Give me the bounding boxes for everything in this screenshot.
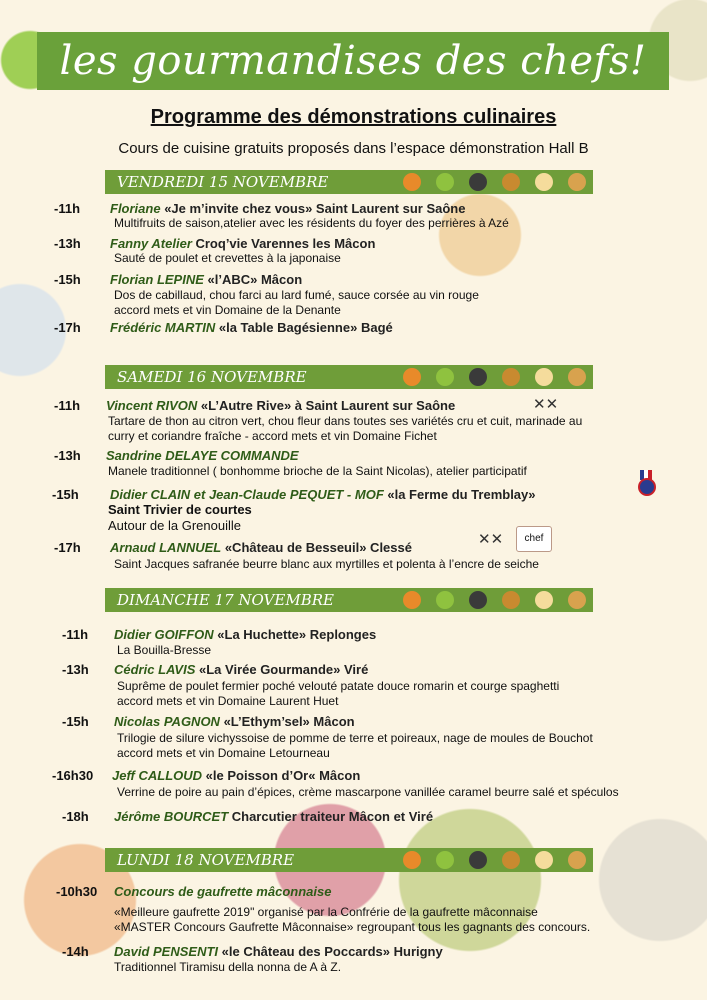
event-description: curry et coriandre fraîche - accord mets et vin Domaine Fichet — [108, 429, 437, 443]
day-label: SAMEDI 16 NOVEMBRE — [117, 368, 307, 386]
food-thumbnail-icon — [428, 588, 461, 612]
food-dot — [568, 368, 586, 386]
event-description: Saint Jacques safranée beurre blanc aux myrtilles et polenta à l’encre de seiche — [114, 557, 539, 571]
food-thumbnail-icon — [494, 848, 527, 872]
chef-name: Floriane — [110, 201, 161, 216]
food-thumbnail-icon — [461, 365, 494, 389]
event-description: Suprême de poulet fermier poché velouté patate douce romarin et courge spaghetti — [117, 679, 560, 693]
food-thumbnail-icon — [395, 588, 428, 612]
cutlery-icon: ✕✕ — [478, 531, 504, 548]
event-description: Manele traditionnel ( bonhomme brioche de la Saint Nicolas), atelier participatif — [108, 464, 527, 478]
event-description: accord mets et vin Domaine de la Denante — [114, 303, 341, 317]
day-band-saturday — [105, 365, 593, 389]
food-thumbnail-icon — [527, 848, 560, 872]
chef-name: Didier GOIFFON — [114, 627, 214, 642]
food-dot — [502, 368, 520, 386]
restaurant: «le Château des Poccards» Hurigny — [218, 944, 443, 959]
chef-name: Jérôme BOURCET — [114, 809, 229, 824]
cutlery-icon: ✕✕ — [533, 396, 559, 413]
event-description: Verrine de poire au pain d’épices, crème mascarpone vanillée caramel beurre salé et spéculos — [117, 785, 619, 799]
food-thumbnail-icon — [494, 365, 527, 389]
food-dot — [502, 591, 520, 609]
food-dot — [436, 368, 454, 386]
event-description: «Meilleure gaufrette 2019" organisé par la Confrérie de la gaufrette mâconnaise — [114, 905, 538, 919]
event-time: -15h — [62, 714, 89, 729]
event-time: -16h30 — [52, 768, 94, 783]
day-label: DIMANCHE 17 NOVEMBRE — [117, 591, 334, 609]
food-thumbnail-icon — [395, 365, 428, 389]
chef-name: Frédéric MARTIN — [110, 320, 216, 335]
food-dot — [469, 368, 487, 386]
chef-name: Concours de gaufrette mâconnaise — [114, 884, 332, 899]
food-thumbnail-icon — [461, 170, 494, 194]
event-time: -15h — [54, 272, 81, 287]
event-time: -11h — [54, 201, 81, 216]
chef-name: Florian LEPINE — [110, 272, 204, 287]
event-time: -15h — [52, 487, 79, 502]
food-dot — [436, 591, 454, 609]
food-dot — [469, 591, 487, 609]
restaurant: «le Poisson d’Or« Mâcon — [202, 768, 361, 783]
event-time: -18h — [62, 809, 89, 824]
day-label: VENDREDI 15 NOVEMBRE — [117, 173, 329, 191]
food-strip — [395, 588, 593, 612]
event-description: Autour de la Grenouille — [108, 518, 241, 533]
food-dot — [403, 851, 421, 869]
chef-hat-badge-icon: chef — [516, 526, 552, 552]
event-heading — [114, 944, 443, 959]
restaurant: «Château de Besseuil» Clessé — [221, 540, 412, 555]
medal-icon — [638, 470, 656, 496]
chef-name: Sandrine DELAYE COMMANDE — [106, 448, 299, 463]
event-description: accord mets et vin Domaine Laurent Huet — [117, 694, 339, 708]
event-heading — [114, 662, 368, 677]
food-thumbnail-icon — [560, 365, 593, 389]
event-heading — [110, 236, 375, 251]
chef-name: Cédric LAVIS — [114, 662, 196, 677]
event-time: -13h — [54, 448, 81, 463]
chef-name: Jeff CALLOUD — [112, 768, 203, 783]
event-time: -10h30 — [56, 884, 98, 899]
food-thumbnail-icon — [560, 170, 593, 194]
restaurant: «Je m’invite chez vous» Saint Laurent sur Saône — [160, 201, 466, 216]
food-thumbnail-icon — [461, 588, 494, 612]
food-dot — [436, 851, 454, 869]
page-title: Programme des démonstrations culinaires — [150, 106, 557, 128]
chef-name: Didier CLAIN et Jean-Claude PEQUET - MOF — [110, 487, 384, 502]
event-time: -11h — [54, 398, 81, 413]
food-thumbnail-icon — [560, 848, 593, 872]
event-description: La Bouilla-Bresse — [117, 643, 212, 657]
event-description: Dos de cabillaud, chou farci au lard fumé, sauce corsée au vin rouge — [114, 288, 479, 302]
food-strip — [395, 365, 593, 389]
food-thumbnail-icon — [461, 848, 494, 872]
day-band-monday — [105, 848, 593, 872]
food-dot — [469, 851, 487, 869]
event-heading — [110, 320, 393, 335]
food-thumbnail-icon — [527, 588, 560, 612]
food-dot — [568, 591, 586, 609]
restaurant: «La Huchette» Replonges — [213, 627, 377, 642]
food-dot — [568, 851, 586, 869]
chef-name: Arnaud LANNUEL — [110, 540, 222, 555]
event-description: Trilogie de silure vichyssoise de pomme de terre et poireaux, nage de moules de Bouchot — [117, 731, 593, 745]
restaurant: Croq’vie Varennes les Mâcon — [191, 236, 376, 251]
food-thumbnail-icon — [527, 365, 560, 389]
food-dot — [403, 368, 421, 386]
day-band-sunday — [105, 588, 593, 612]
food-dot — [403, 173, 421, 191]
restaurant: «la Table Bagésienne» Bagé — [215, 320, 393, 335]
event-description: «MASTER Concours Gaufrette Mâconnaise» regroupant tous les gagnants des concours. — [114, 920, 591, 934]
food-dot — [469, 173, 487, 191]
event-time: -17h — [54, 540, 81, 555]
food-dot — [535, 591, 553, 609]
event-description: accord mets et vin Domaine Letourneau — [117, 746, 330, 760]
event-heading — [112, 768, 360, 783]
event-time: -13h — [62, 662, 89, 677]
chef-name: Nicolas PAGNON — [114, 714, 220, 729]
event-description: Multifruits de saison,atelier avec les résidents du foyer des perrières à Azé — [114, 216, 509, 230]
day-band-friday — [105, 170, 593, 194]
event-description: Tartare de thon au citron vert, chou fleur dans toutes ses variétés cru et cuit, marinade au — [108, 414, 583, 428]
chef-name: David PENSENTI — [114, 944, 219, 959]
food-thumbnail-icon — [428, 848, 461, 872]
event-description: Sauté de poulet et crevettes à la japonaise — [114, 251, 341, 265]
restaurant: «l’ABC» Mâcon — [203, 272, 303, 287]
food-thumbnail-icon — [494, 588, 527, 612]
food-dot — [403, 591, 421, 609]
food-thumbnail-icon — [527, 170, 560, 194]
event-heading — [114, 884, 331, 899]
food-dot — [535, 851, 553, 869]
event-heading — [110, 540, 412, 555]
restaurant: Charcutier traiteur Mâcon et Viré — [228, 809, 434, 824]
food-thumbnail-icon — [395, 170, 428, 194]
restaurant: «L’Autre Rive» à Saint Laurent sur Saône — [197, 398, 456, 413]
food-dot — [502, 173, 520, 191]
restaurant: «La Virée Gourmande» Viré — [195, 662, 369, 677]
event-time: -13h — [54, 236, 81, 251]
event-heading — [110, 272, 302, 287]
event-heading — [114, 627, 376, 642]
event-heading — [110, 487, 536, 502]
event-time: -14h — [62, 944, 89, 959]
banner-title: les gourmandises des chefs! — [37, 32, 669, 90]
food-thumbnail-icon — [494, 170, 527, 194]
event-heading — [114, 714, 355, 729]
day-label: LUNDI 18 NOVEMBRE — [117, 851, 295, 869]
restaurant: «la Ferme du Tremblay» — [383, 487, 536, 502]
event-heading — [106, 398, 455, 413]
restaurant: «L’Ethym’sel» Mâcon — [219, 714, 355, 729]
event-time: -11h — [62, 627, 89, 642]
food-dot — [436, 173, 454, 191]
chef-name: Vincent RIVON — [106, 398, 198, 413]
event-description: Saint Trivier de courtes — [108, 502, 252, 517]
food-thumbnail-icon — [395, 848, 428, 872]
event-heading — [106, 448, 299, 463]
food-thumbnail-icon — [428, 365, 461, 389]
food-dot — [568, 173, 586, 191]
page-subtitle: Cours de cuisine gratuits proposés dans l’espace démonstration Hall B — [118, 140, 589, 157]
food-thumbnail-icon — [428, 170, 461, 194]
food-dot — [535, 173, 553, 191]
chef-name: Fanny Atelier — [110, 236, 192, 251]
event-description: Traditionnel Tiramisu della nonna de A à Z. — [114, 960, 342, 974]
food-strip — [395, 170, 593, 194]
food-strip — [395, 848, 593, 872]
food-thumbnail-icon — [560, 588, 593, 612]
food-dot — [535, 368, 553, 386]
event-heading — [114, 809, 433, 824]
food-dot — [502, 851, 520, 869]
event-time: -17h — [54, 320, 81, 335]
event-heading — [110, 201, 465, 216]
